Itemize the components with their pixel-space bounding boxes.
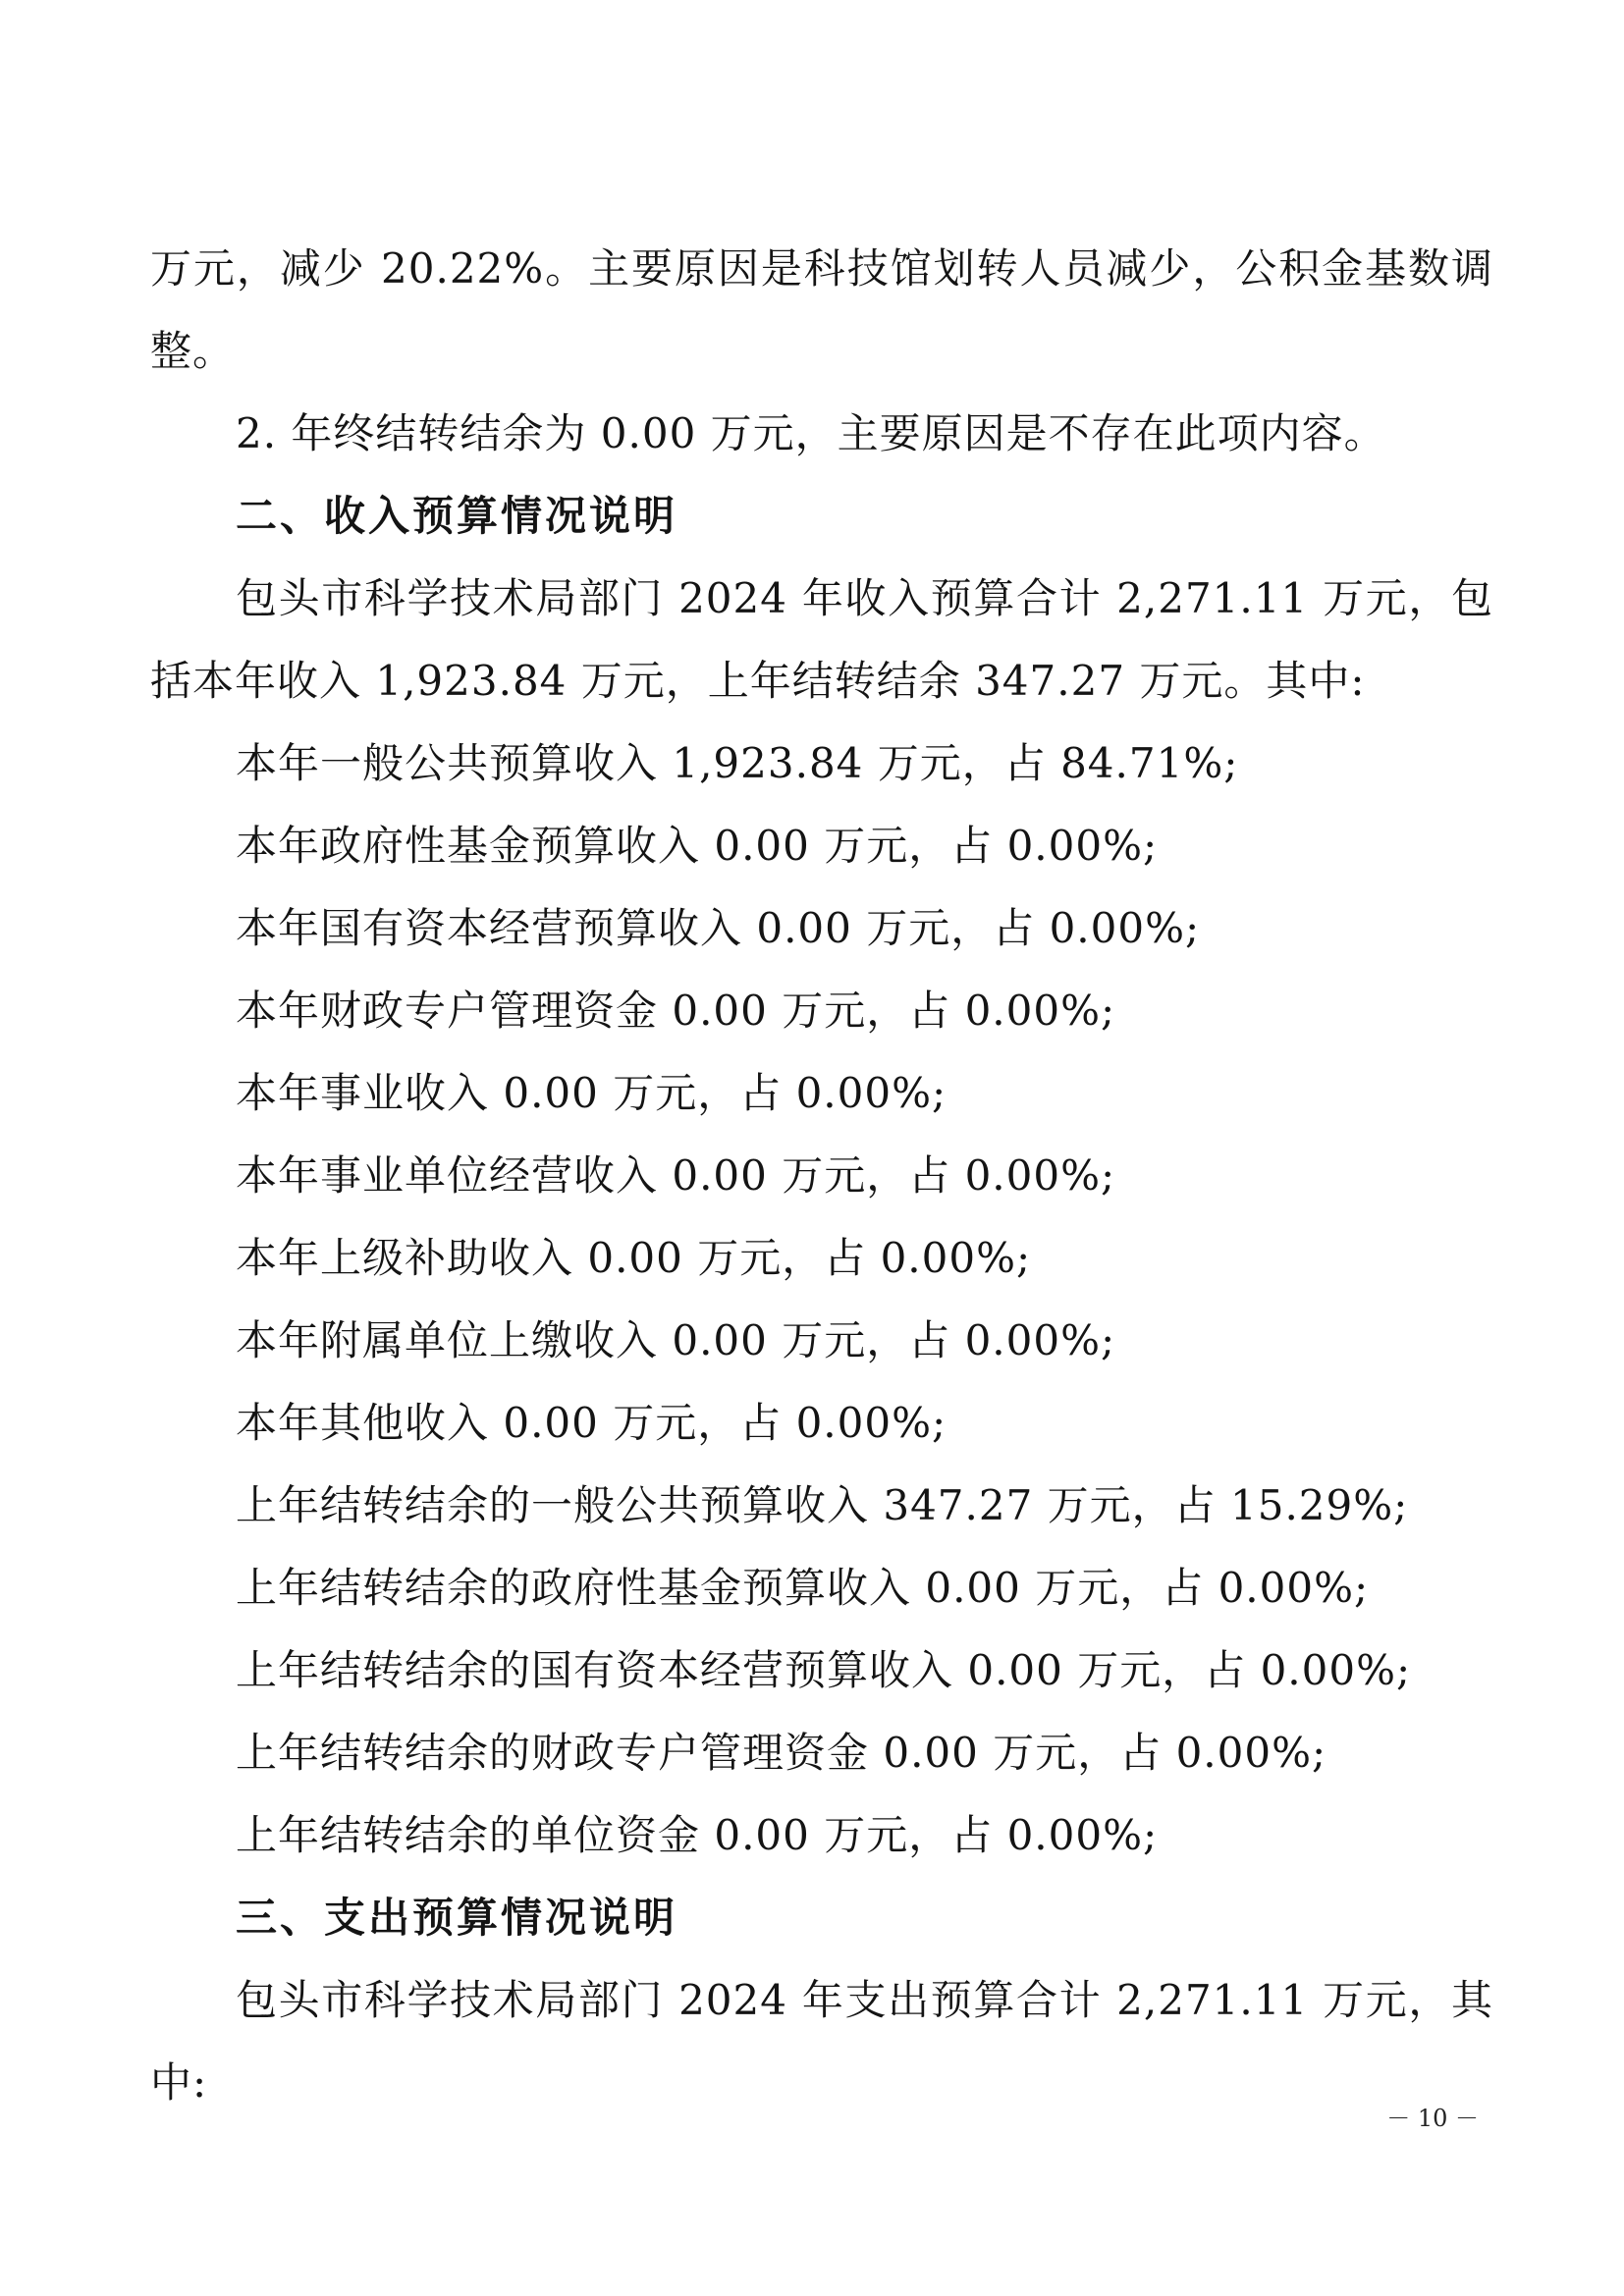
income-intro-line-1: 包头市科学技术局部门 2024 年收入预算合计 2,271.11 万元，包 [236,574,1493,622]
income-item-carryover-state-capital: 上年结转结余的国有资本经营预算收入 0.00 万元，占 0.00%; [236,1646,1412,1694]
income-item-carryover-unit-funds: 上年结转结余的单位资金 0.00 万元，占 0.00%; [236,1811,1159,1859]
income-item-carryover-general-budget: 上年结转结余的一般公共预算收入 347.27 万元，占 15.29%; [236,1481,1409,1529]
income-item-special-account: 本年财政专户管理资金 0.00 万元，占 0.00%; [236,987,1116,1035]
income-item-government-fund: 本年政府性基金预算收入 0.00 万元，占 0.00%; [236,822,1159,870]
income-item-carryover-government-fund: 上年结转结余的政府性基金预算收入 0.00 万元，占 0.00%; [236,1564,1370,1612]
income-item-superior-subsidy: 本年上级补助收入 0.00 万元，占 0.00%; [236,1234,1032,1282]
page-number: － 10 － [1386,2105,1479,2132]
expense-intro-line-2: 中: [150,2058,208,2107]
item-2-paragraph: 2. 年终结转结余为 0.00 万元，主要原因是不存在此项内容。 [236,409,1386,457]
income-item-state-capital: 本年国有资本经营预算收入 0.00 万元，占 0.00%; [236,904,1201,952]
section-2-heading: 二、收入预算情况说明 [236,492,678,540]
income-item-affiliate-remittance: 本年附属单位上缴收入 0.00 万元，占 0.00%; [236,1316,1116,1364]
continuation-line-2: 整。 [150,327,236,375]
income-item-other: 本年其他收入 0.00 万元，占 0.00%; [236,1399,947,1447]
section-3-heading: 三、支出预算情况说明 [236,1894,678,1942]
continuation-line-1: 万元，减少 20.22%。主要原因是科技馆划转人员减少，公积金基数调 [150,244,1493,293]
expense-intro-line-1: 包头市科学技术局部门 2024 年支出预算合计 2,271.11 万元，其 [236,1976,1493,2024]
income-item-general-budget: 本年一般公共预算收入 1,923.84 万元，占 84.71%; [236,739,1239,787]
income-item-business: 本年事业收入 0.00 万元，占 0.00%; [236,1069,947,1117]
income-item-carryover-special-account: 上年结转结余的财政专户管理资金 0.00 万元，占 0.00%; [236,1729,1327,1777]
income-item-business-operation: 本年事业单位经营收入 0.00 万元，占 0.00%; [236,1151,1116,1200]
income-intro-line-2: 括本年收入 1,923.84 万元，上年结转结余 347.27 万元。其中: [150,657,1366,705]
